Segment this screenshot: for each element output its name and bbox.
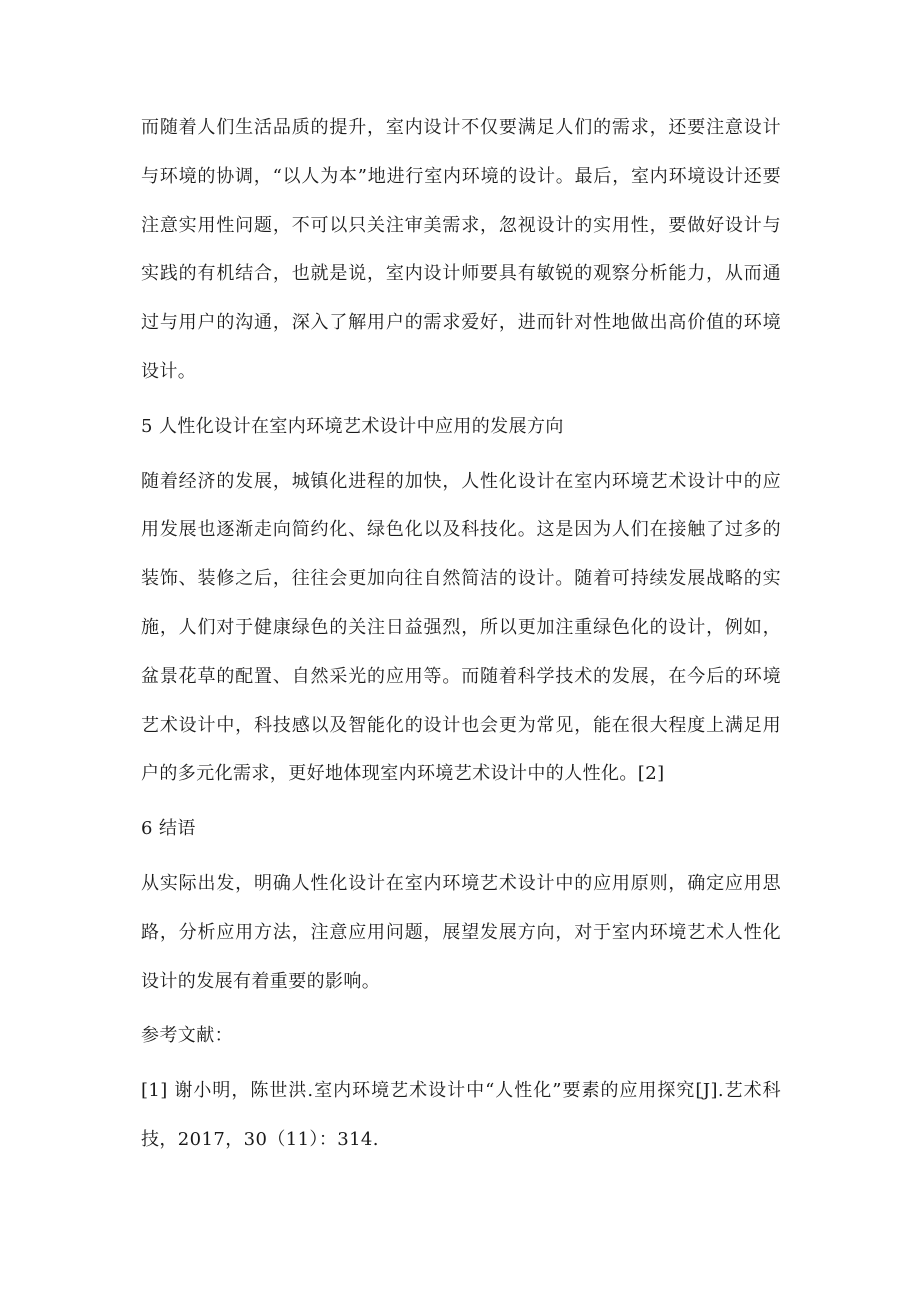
- body-paragraph-development: 随着经济的发展，城镇化进程的加快，人性化设计在室内环境艺术设计中的应用发展也逐渐走向简约化、绿色化以及科技化。这是因为人们在接触了过多的装饰、装修之后，往往会更加向往自然简洁的设计。随着可持续发展战略的实施，人们对于健康绿色的关注日益强烈，所以更加注重绿色化的设计，例如，盆景花草的配置、自然采光的应用等。而随着科学技术的发展，在今后的环境艺术设计中，科技感以及智能化的设计也会更为常见，能在很大程度上满足用户的多元化需求，更好地体现室内环境艺术设计中的人性化。[2]: [141, 470, 781, 785]
- body-paragraph-conclusion: 从实际出发，明确人性化设计在室内环境艺术设计中的应用原则，确定应用思路，分析应用方法，注意应用问题，展望发展方向，对于室内环境艺术人性化设计的发展有着重要的影响。: [141, 872, 781, 992]
- section-heading-5: 5 人性化设计在室内环境艺术设计中应用的发展方向: [141, 415, 564, 437]
- references-heading: 参考文献：: [141, 1025, 233, 1047]
- reference-item-1: [1] 谢小明，陈世洪.室内环境艺术设计中“人性化”要素的应用探究[J].艺术科技，2017，30（11）：314.: [141, 1080, 781, 1150]
- document-page: [141, 104, 781, 1165]
- section-heading-6: 6 结语: [141, 818, 196, 840]
- body-paragraph-continuation: 而随着人们生活品质的提升，室内设计不仅要满足人们的需求，还要注意设计与环境的协调，“以人为本”地进行室内环境的设计。最后，室内环境设计还要注意实用性问题，不可以只关注审美需求，忽视设计的实用性，要做好设计与实践的有机结合，也就是说，室内设计师要具有敏锐的观察分析能力，从而通过与用户的沟通，深入了解用户的需求爱好，进而针对性地做出高价值的环境设计。: [141, 117, 781, 382]
